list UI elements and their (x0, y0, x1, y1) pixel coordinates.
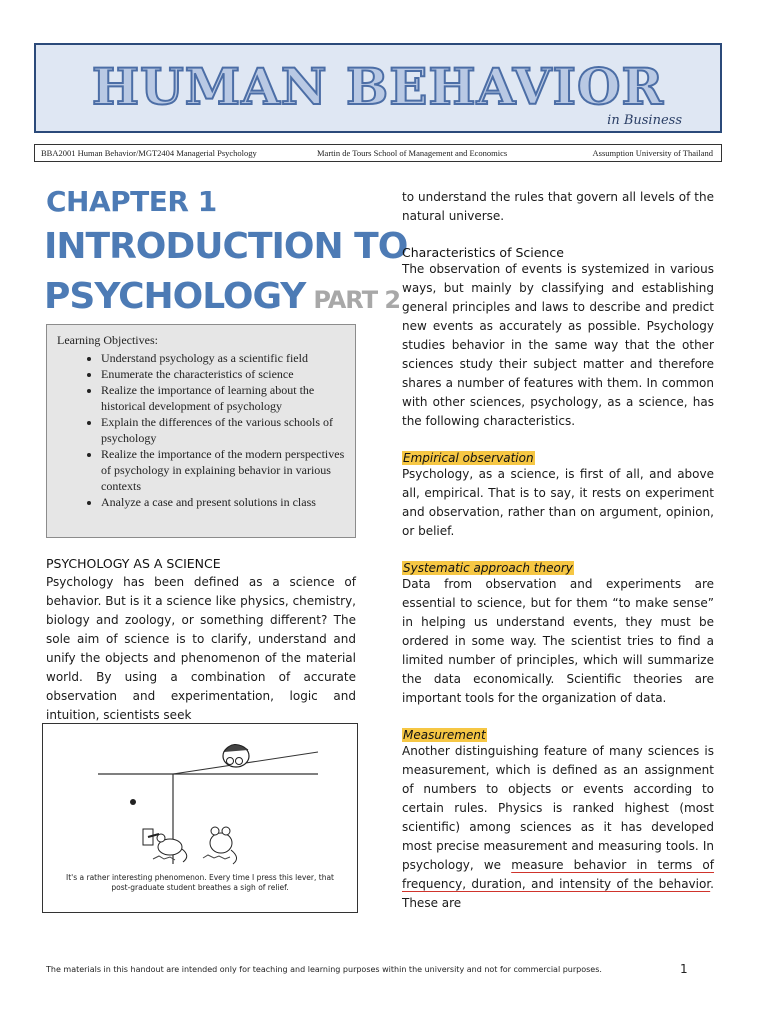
list-item: • Enumerate the characteristics of science (101, 366, 345, 382)
empirical-title: Empirical observation (403, 451, 534, 465)
university-name: Assumption University of Thailand (592, 148, 713, 158)
list-item: • Realize the importance of learning about the historical development of psychology (101, 382, 345, 414)
banner-title: HUMAN BEHAVIOR (91, 57, 665, 116)
list-item: • Understand psychology as a scientific field (101, 350, 345, 366)
cartoon-caption: It's a rather interesting phenomenon. Every time I press this lever, that post-graduate student breathes a sigh of relief. (66, 873, 334, 892)
chapter-title-line2 (44, 276, 400, 317)
section-title: PSYCHOLOGY AS A SCIENCE (46, 556, 221, 571)
list-item: • Analyze a case and present solutions in class (101, 494, 345, 510)
banner-subtitle: in Business (607, 113, 682, 128)
systematic-title: Systematic approach theory (403, 561, 573, 575)
right-column (402, 188, 714, 913)
list-item: • Realize the importance of the modern perspectives of psychology in explaining behavior in various contexts (101, 446, 345, 494)
objectives-list (57, 350, 345, 510)
school-name: Martin de Tours School of Management and Economics (317, 148, 508, 158)
measurement-underlined-phrase: measure behavior in terms of frequency, duration, and intensity of the behavior (402, 858, 714, 891)
measurement-text-end: . These are (402, 877, 714, 910)
science-paragraph: Psychology has been defined as a science of behavior. But is it a science like physics, chemistry, biology and zoology, or something different? The sole aim of science is to clarify, understand and unify the objects and phenomenon of the material world. By using a combination of accurate observation and experimentation, logic and intuition, scientists seek (46, 575, 356, 722)
systematic-text: Data from observation and experiments are essential to science, but for them “to make sense” in helping us understand events, they must be ordered in some way. The scientist tries to find a limited number of principles, which will summarize the data economically. Scientific theories are important tools for the organization of data. (402, 577, 714, 705)
objectives-heading: Learning Objectives: (57, 333, 158, 347)
characteristics-text: The observation of events is systemized in various ways, but mainly by classifying and establishing general principles and laws to describe and predict new events as accurately as possible. Psychology studies behavior in the same way that the other sciences study their subject matter and therefore shares a number of features with them. In common with other sciences, psychology, as a science, has the following characteristics. (402, 262, 714, 428)
measurement-title: Measurement (403, 728, 486, 742)
chapter-part: PART 2 (313, 286, 401, 314)
measurement-text-start: Another distinguishing feature of many sciences is measurement, which is defined as an assignment of numbers to objects or events according to certain rules. Physics is ranked highest (most scientific) among sciences as it has developed most precise measurement and measuring tools. In psychology, we (402, 744, 714, 872)
list-item: • Explain the differences of the various schools of psychology (101, 414, 345, 446)
footer-note: The materials in this handout are intended only for teaching and learning purposes within the university and not for commercial purposes. (46, 965, 602, 974)
course-code: BBA2001 Human Behavior/MGT2404 Managerial Psychology (41, 148, 257, 158)
empirical-text: Psychology, as a science, is first of all, and above all, empirical. That is to say, it rests on experiment and observation, rather than on argument, opinion, or belief. (402, 467, 714, 538)
course-header (34, 144, 722, 162)
measurement-text (402, 742, 714, 913)
page-number: 1 (680, 962, 688, 976)
continuation-text: to understand the rules that govern all levels of the natural universe. (402, 190, 714, 223)
chapter-title-text: PSYCHOLOGY (44, 276, 306, 317)
cartoon-image (42, 723, 358, 913)
left-column (46, 556, 356, 725)
chapter-label: CHAPTER 1 (46, 185, 217, 218)
title-banner (34, 43, 722, 133)
learning-objectives-box (46, 324, 356, 538)
chapter-title-line1: INTRODUCTION TO (44, 226, 408, 267)
characteristics-title: Characteristics of Science (402, 245, 564, 260)
